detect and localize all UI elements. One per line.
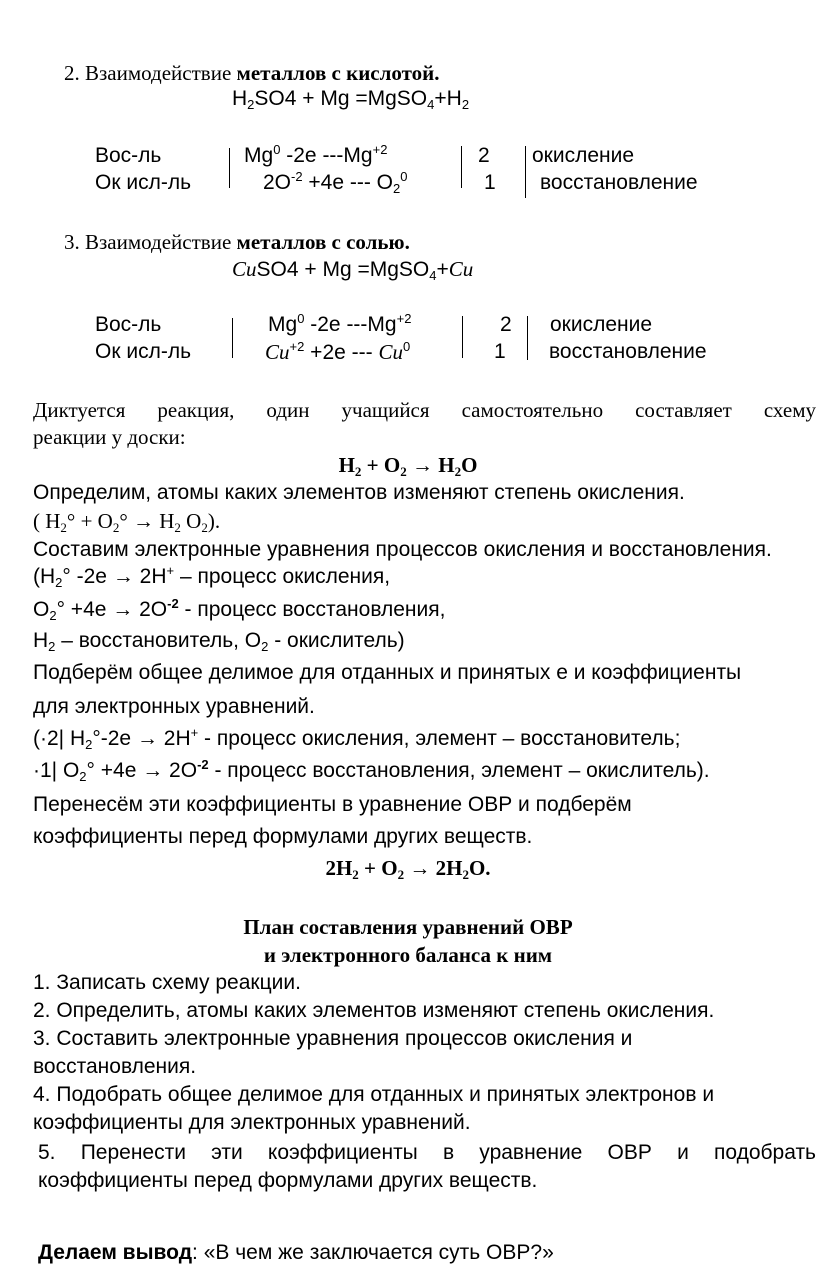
- dictation-final-equation: $2H_2 + O_2 \to 2H_2O$.: [325, 856, 491, 882]
- section-3-equation: CuSO4 + Mg =MgSO$_4$+Cu: [232, 257, 474, 283]
- s2-row2-coef: 1: [484, 171, 496, 194]
- dictation-line-2: реакции у доски:: [33, 425, 186, 449]
- plan-item-2: 2. Определить, атомы каких элементов изменяют степень окисления.: [33, 999, 715, 1022]
- dictation-p1: Определим, атомы каких элементов изменяют степень окисления.: [33, 481, 685, 504]
- s2-row1-equation: Mg$^0$ -2e $---Mg^{+2}$: [244, 142, 388, 167]
- s2-row1-label: Вос-ль: [95, 144, 162, 167]
- plan-item-3b: восстановления.: [33, 1055, 197, 1078]
- dictation-equation: $H_2 + O_2 \to H_2O$: [338, 453, 478, 479]
- plan-item-4a: 4. Подобрать общее делимое для отданных и принятых электронов и: [33, 1083, 715, 1106]
- s2-row2-process: восстановление: [540, 171, 698, 194]
- s2-row1-coef: 2: [478, 144, 490, 167]
- section-2-equation: $H_2SO4 + Mg$ $=MgSO_4+H_2$: [232, 87, 470, 112]
- plan-title-1: План составления уравнений ОВР: [243, 915, 573, 939]
- s3-bar-middle: [462, 316, 463, 358]
- s3-row1-equation: Mg$^0$ -2e $---Mg^{+2}$: [268, 311, 412, 336]
- s2-row1-process: окисление: [532, 144, 635, 167]
- dictation-p12: коэффициенты перед формулами других веществ.: [33, 825, 533, 848]
- dictation-p7: Подберём общее делимое для отданных и принятых е и коэффициенты: [33, 661, 742, 684]
- s3-row2-process: восстановление: [549, 340, 707, 363]
- s2-bar-left: [229, 148, 230, 188]
- s3-row2-label: Ок исл-ль: [95, 340, 192, 363]
- s3-row2-coef: 1: [494, 340, 506, 363]
- dictation-p8: для электронных уравнений.: [33, 695, 315, 718]
- dictation-p5: $O_2^\circ +4e \to 2O^{-2}$ - процесс восстановления,: [33, 596, 446, 623]
- section-2-title: 2. Взаимодействие металлов с кислотой.: [64, 61, 440, 85]
- s2-bar-middle: [461, 146, 462, 188]
- s3-bar-left: [232, 318, 233, 358]
- dictation-p6: $H_2$ – восстановитель, $O_2$ - окислитель): [33, 629, 405, 654]
- section-3-title: 3. Взаимодействие металлов с солью.: [64, 230, 410, 254]
- dictation-p9: (·2| $H_2^\circ-2e \to 2H^+$ - процесс окисления, элемент – восстановитель;: [33, 725, 681, 752]
- plan-item-5a: 5. Перенести эти коэффициенты в уравнение ОВР и подобрать: [38, 1141, 816, 1164]
- s2-row2-equation: $2O^{-2} +4e$ --- $O_2^0$: [263, 169, 408, 196]
- conclusion: Делаем вывод: «В чем же заключается суть ОВР?»: [38, 1241, 554, 1264]
- plan-item-4b: коэффициенты для электронных уравнений.: [33, 1111, 471, 1134]
- plan-title-2: и электронного баланса к ним: [263, 943, 553, 967]
- s3-row1-process: окисление: [550, 313, 653, 336]
- s3-row2-equation: $Cu^{+2} +2e$ --- Cu$^0$: [265, 339, 411, 364]
- s3-bar-right: [527, 316, 528, 360]
- dictation-line-1: Диктуется реакция, один учащийся самостоятельно составляет схему: [33, 398, 816, 422]
- dictation-p4: ($H_2^\circ$ -2e → 2H+ – процесс окисления,: [33, 563, 391, 590]
- plan-item-1: 1. Записать схему реакции.: [33, 971, 301, 994]
- s3-row1-label: Вос-ль: [95, 313, 162, 336]
- s3-row1-coef: 2: [500, 313, 512, 336]
- plan-item-5b: коэффициенты перед формулами других веществ.: [38, 1169, 538, 1192]
- plan-item-3a: 3. Составить электронные уравнения процессов окисления и: [33, 1027, 633, 1050]
- s2-bar-right: [525, 146, 526, 198]
- dictation-p11: Перенесём эти коэффициенты в уравнение ОВР и подберём: [33, 793, 632, 816]
- dictation-p2: ( $H_2^\circ + O_2^\circ \to H_2$ $O_2$).: [33, 509, 221, 535]
- s2-row2-label: Ок исл-ль: [95, 171, 192, 194]
- dictation-p10: ·1| $O_2^\circ +4e \to 2O^{-2}$ - процесс восстановления, элемент – окислитель).: [33, 757, 710, 784]
- dictation-p3: Составим электронные уравнения процессов окисления и восстановления.: [33, 538, 772, 561]
